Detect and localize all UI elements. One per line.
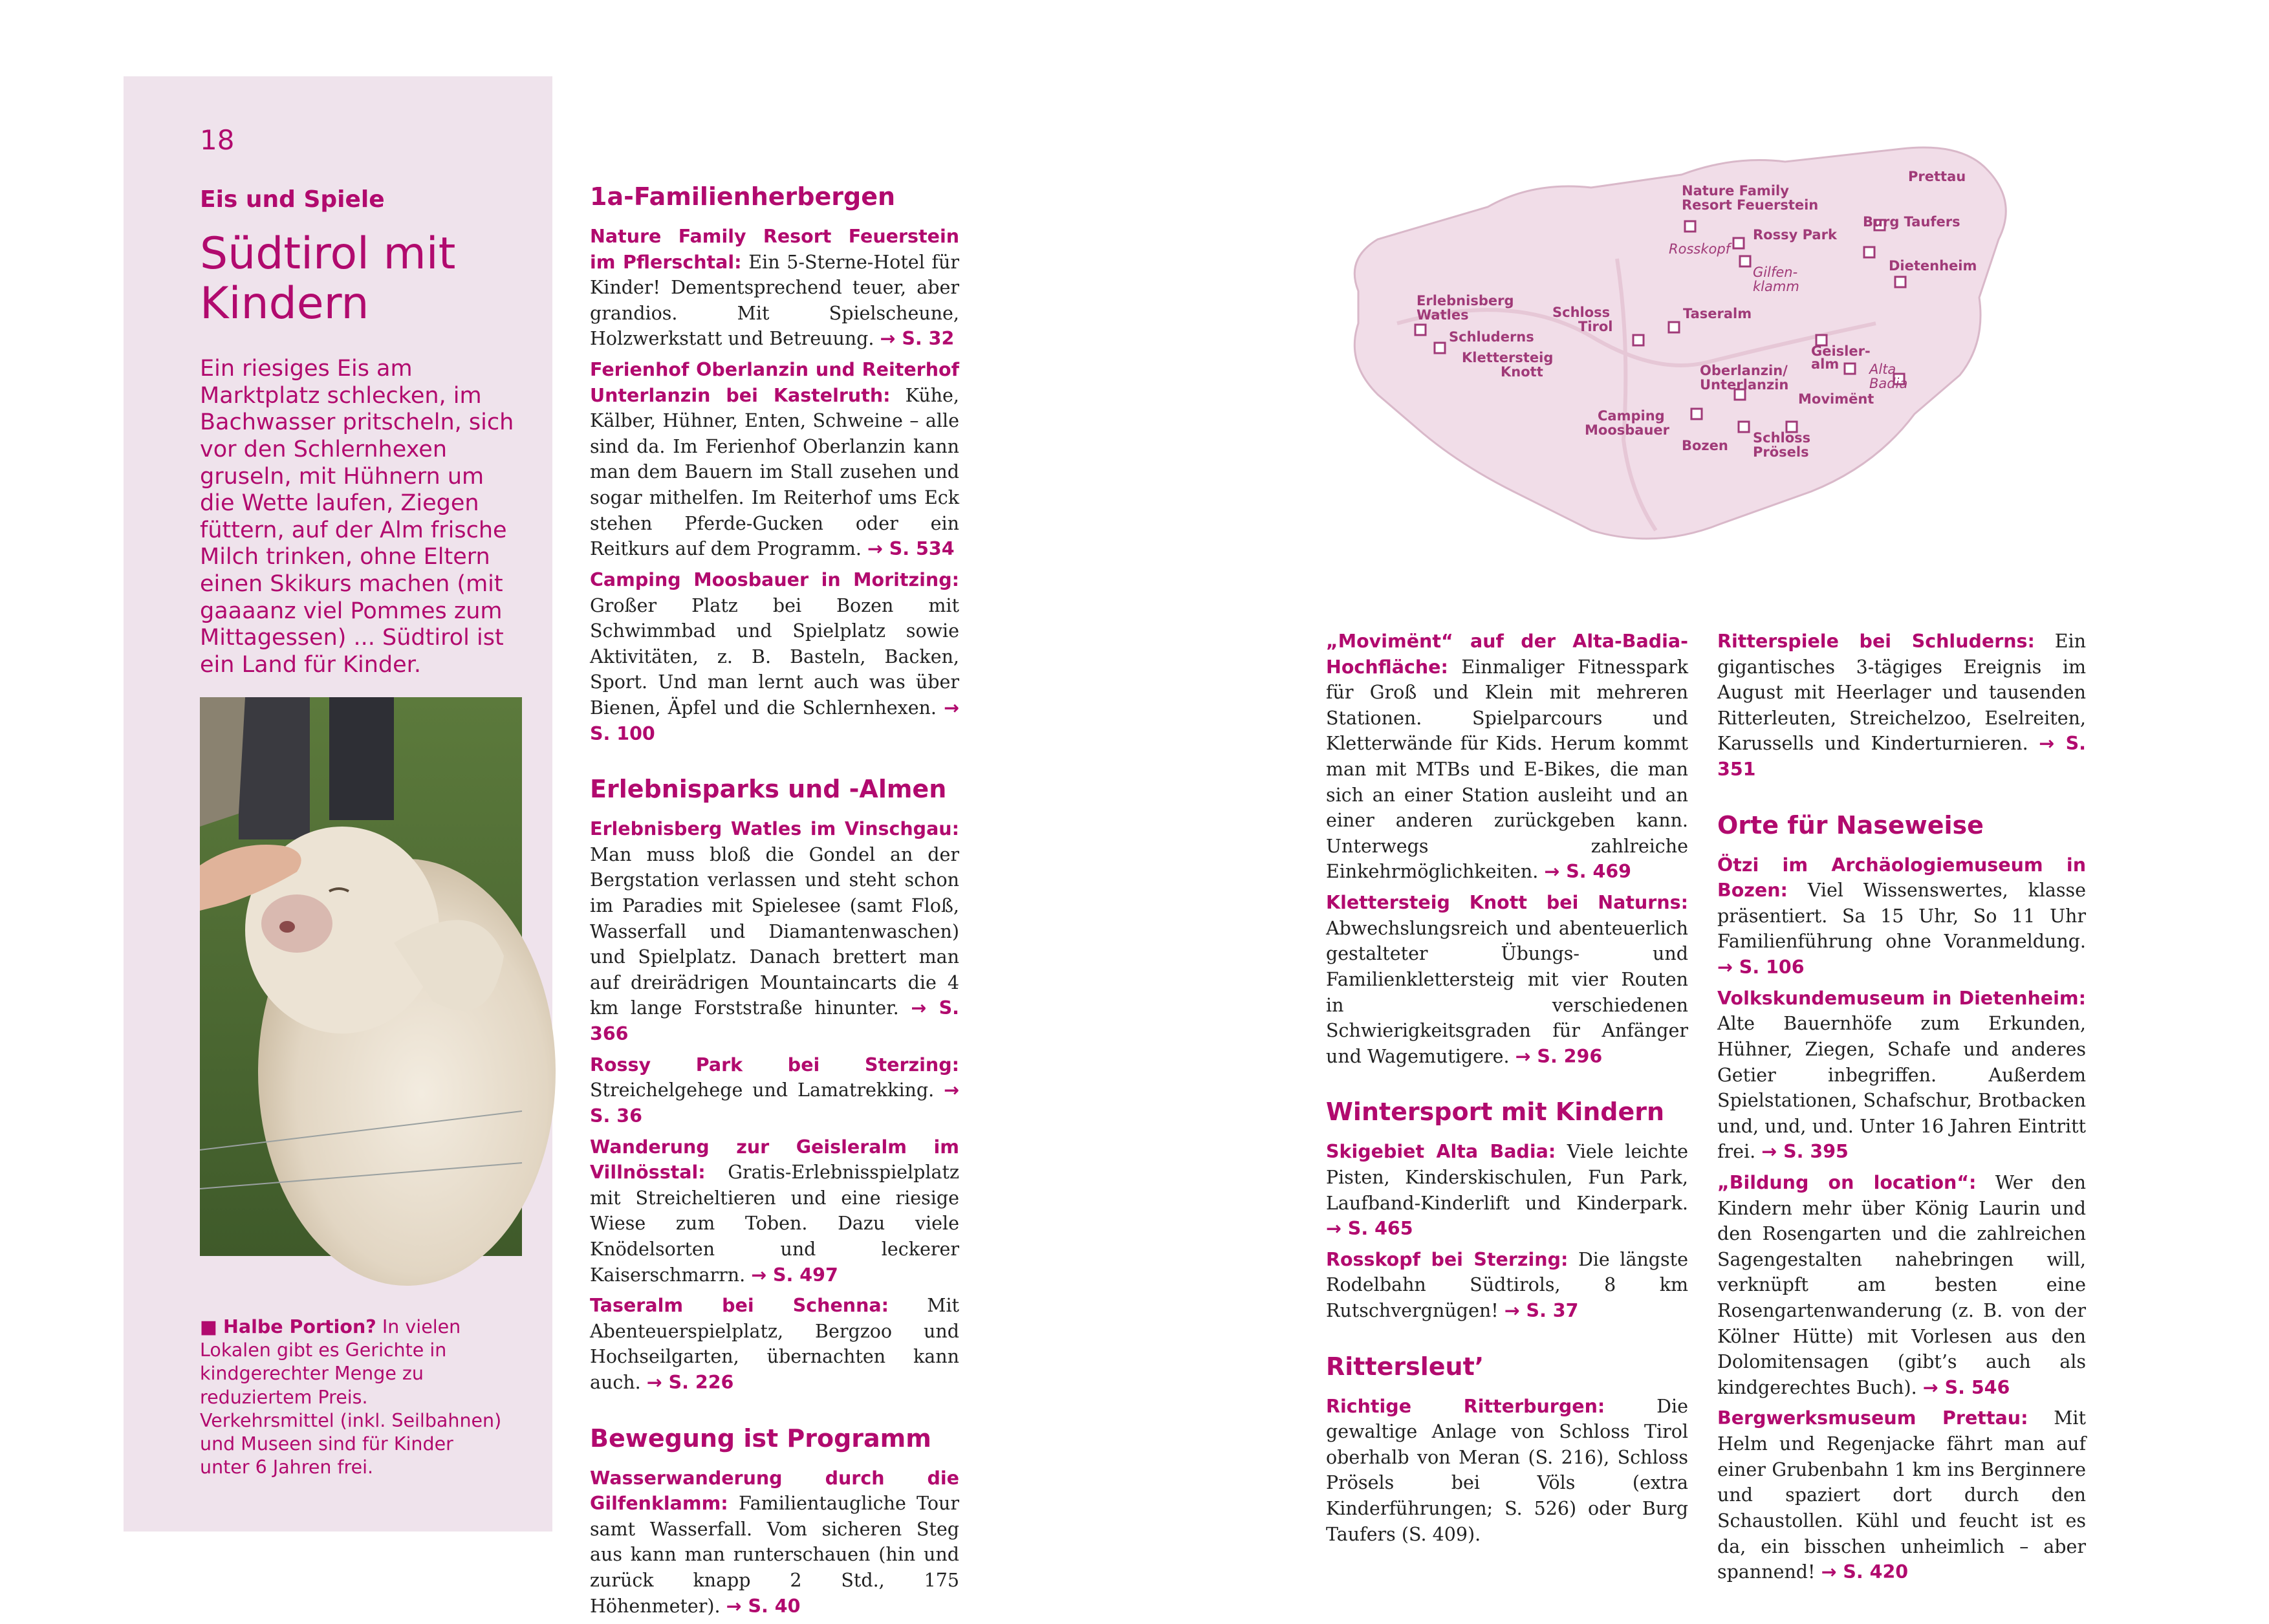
- south-tyrol-map: [1319, 129, 2031, 569]
- page-ref: → S. 296: [1515, 1045, 1603, 1067]
- entry: [1326, 1139, 1688, 1241]
- entry-text: Ein 5-Sterne-Hotel für Kinder! Dementsprechend teuer, aber grandios. Mit Spielscheune, Holzwerkstatt und Betreuung.: [590, 251, 959, 350]
- entry-text: Familientaugliche Tour samt Wasserfall. Vom sicheren Steg aus kann man runterschauen (hin und zurück knapp 2 Std., 175 Höhenmeter).: [590, 1493, 959, 1617]
- map-label: Prettau: [1908, 169, 1966, 184]
- map-label: Dietenheim: [1889, 258, 1977, 274]
- entry-name: „Movimënt“ auf der Alta-Badia-Hochfläche:: [1326, 631, 1688, 678]
- entry-name: „Bildung on location“:: [1717, 1171, 1977, 1193]
- column-2: [1326, 629, 1688, 1552]
- page-ref: → S. 395: [1761, 1141, 1849, 1163]
- page-ref: → S. 37: [1504, 1300, 1579, 1322]
- entry-name: Wanderung zur Geisleralm im Villnösstal:: [590, 1136, 959, 1184]
- map-label: Schloss: [1552, 305, 1611, 320]
- entry: [590, 1134, 959, 1288]
- entry: [1717, 852, 2086, 980]
- entry-name: Bergwerksmuseum Prettau:: [1717, 1407, 2028, 1429]
- entry-name: Ferienhof Oberlanzin und Reiterhof Unterlanzin bei Kastelruth:: [590, 359, 959, 406]
- entry-text: Großer Platz bei Bozen mit Schwimmbad und Spielplatz sowie Aktivitäten, z. B. Basteln, Backen, Sport. Und man lernt auch was über Bienen, Äpfel und die Schlernhexen.: [590, 594, 959, 719]
- entry-text: Man muss bloß die Gondel an der Bergstation verlassen und steht schon im Paradies mit Spielesee (samt Floß, Wasserfall und Diamantenwaschen) und Spielplatz. Danach brettert man auf dreirädrigen Mountaincarts die 4 km lange Forststraße hinunter.: [590, 843, 959, 1019]
- entry: [1717, 629, 2086, 783]
- entry-name: Wasserwanderung durch die Gilfenklamm:: [590, 1467, 959, 1515]
- map-label: Geisler-: [1811, 343, 1871, 359]
- intro-text: Ein riesiges Eis am Marktplatz schlecken, im Bachwasser pritscheln, sich vor den Schlernhexen gruseln, mit Hühnern um die Wette laufen, Ziegen füttern, auf der Alm frische Milch trinken, ohne Eltern einen Skikurs machen (mit gaaaanz viel Pommes zum Mittagessen) ... Südtirol ist ein Land für Kinder.: [200, 356, 514, 678]
- map-label: Prösels: [1753, 444, 1809, 460]
- map-label: Schloss: [1753, 430, 1811, 446]
- entry-text: Kühe, Kälber, Hühner, Enten, Schweine – alle sind da. Im Ferienhof Oberlanzin kann man dem Bauern im Stall zusehen und sogar mithelfen. Im Reiterhof ums Eck stehen Pferde-Gucken oder ein Reitkurs auf dem Programm.: [590, 384, 959, 560]
- entry-name: Erlebnisberg Watles im Vinschgau:: [590, 818, 959, 840]
- section-heading: Rittersleut’: [1326, 1352, 1484, 1381]
- entry-name: Camping Moosbauer in Moritzing:: [590, 568, 959, 590]
- map-label: Nature Family: [1682, 183, 1789, 199]
- section-heading: Bewegung ist Programm: [590, 1424, 931, 1453]
- map-label: Movimënt: [1798, 391, 1874, 407]
- entry-name: Rosskopf bei Sterzing:: [1326, 1248, 1569, 1270]
- map-label: Burg Taufers: [1863, 214, 1960, 230]
- entry: [590, 357, 959, 562]
- entry: [1326, 1394, 1688, 1548]
- entry-name: Taseralm bei Schenna:: [590, 1295, 889, 1317]
- entry-text: Ein gigantisches 3-tägiges Ereignis im August mit Heerlager und tausenden Ritterleuten, Streichelzoo, Eselreiten, Karussells und Kinderturnieren.: [1717, 631, 2086, 755]
- map-label: Resort Feuerstein: [1682, 197, 1819, 213]
- section-heading: Orte für Naseweise: [1717, 810, 1984, 839]
- tip-label: Halbe Portion?: [223, 1316, 376, 1337]
- entry: [590, 816, 959, 1046]
- entry-text: Viele leichte Pisten, Kinderskischulen, Fun Park, Laufband-Kinderlift und Kinderpark.: [1326, 1141, 1688, 1214]
- map-label: Badia: [1869, 376, 1908, 391]
- entry-text: Mit Helm und Regenjacke fährt man auf einer Grubenbahn 1 km ins Berginnere und spaziert dort durch den Schaustollen. Kühl und feucht ist es da, ein bisschen unheimlich – aber spannend!: [1717, 1407, 2087, 1583]
- map-label: Klettersteig: [1462, 350, 1554, 365]
- page-ref: → S. 226: [646, 1371, 734, 1393]
- entry: [1326, 1247, 1688, 1324]
- page-title: Südtirol mit Kindern: [200, 228, 456, 329]
- entry-text: Viel Wissenswertes, klasse präsentiert. Sa 15 Uhr, So 11 Uhr Familienführung ohne Voranmeldung.: [1717, 880, 2086, 953]
- entry-name: Volkskundemuseum in Dietenheim:: [1717, 987, 2086, 1009]
- map-label: Alta: [1869, 362, 1896, 377]
- map-label: Camping: [1598, 408, 1665, 424]
- map-label: alm: [1811, 356, 1840, 372]
- map-label: Knott: [1501, 364, 1543, 380]
- map-label: Rossy Park: [1753, 227, 1837, 243]
- page-ref: → S. 32: [880, 328, 955, 350]
- page-ref: → S. 420: [1821, 1561, 1909, 1583]
- page-ref: → S. 106: [1717, 957, 1805, 979]
- map-label: Erlebnisberg: [1417, 293, 1514, 309]
- entry-text: Wer den Kindern mehr über König Laurin und den Rosengarten und die zahlreichen Sagengestalten nahebringen will, verknüpft am besten eine Rosengartenwanderung (z. B. von der Kölner Hütte) mit Vorlesen aus den Dolomitensagen (gibt’s auch als kindgerechtes Buch).: [1717, 1171, 2086, 1398]
- page-ref: → S. 40: [726, 1595, 801, 1617]
- bullet-icon: ■: [200, 1316, 223, 1337]
- map-label: Watles: [1417, 307, 1469, 323]
- entry-text: Gratis-Erlebnisspielplatz mit Streicheltieren und eine riesige Wiese zum Toben. Dazu viele Knödelsorten und leckerer Kaiserschmarrn.: [590, 1162, 959, 1286]
- entry-name: Skigebiet Alta Badia:: [1326, 1141, 1556, 1163]
- map-label: Gilfen-: [1753, 265, 1798, 280]
- entry: [1717, 1170, 2086, 1400]
- entry: [1717, 1405, 2086, 1585]
- section-heading: Wintersport mit Kindern: [1326, 1098, 1665, 1127]
- column-3: [1717, 629, 2086, 1590]
- entry: [590, 1293, 959, 1395]
- entry-text: Mit Abenteuerspielplatz, Bergzoo und Hochseilgarten, übernachten kann auch.: [590, 1295, 960, 1393]
- page-ref: → S. 366: [590, 997, 959, 1045]
- page-ref: → S. 36: [590, 1079, 959, 1127]
- tip-box: [200, 1315, 507, 1479]
- section-heading: 1a-Familienherbergen: [590, 182, 896, 211]
- column-1: [590, 182, 959, 1624]
- entry-text: Alte Bauernhöfe zum Erkunden, Hühner, Ziegen, Schafe und anderes Getier inbegriffen. Außerdem Spielstationen, Schafschur, Brotbacken und, und, und. Unter 16 Jahren Eintritt frei.: [1717, 1013, 2086, 1163]
- map-label: Oberlanzin/: [1700, 363, 1788, 378]
- entry-text: Die gewaltige Anlage von Schloss Tirol oberhalb von Meran (S. 216), Schloss Prösels bei Völs (extra Kinderführungen; S. 526) oder Burg Taufers (S. 409).: [1326, 1395, 1688, 1545]
- page-ref: → S. 465: [1326, 1218, 1413, 1240]
- entry-text: Streichelgehege und Lamatrekking.: [590, 1079, 944, 1101]
- entry-name: Klettersteig Knott bei Naturns:: [1326, 892, 1688, 914]
- entry: [590, 567, 959, 746]
- map-label: Taseralm: [1683, 306, 1752, 321]
- entry-text: Abwechslungsreich und abenteuerlich gestalteter Übungs- und Familienklettersteig mit vier Routen in verschiedenen Schwierigkeitsgraden für Anfänger und Wagemutigere.: [1326, 917, 1688, 1067]
- map-label: Moosbauer: [1585, 422, 1670, 438]
- page-ref: → S. 497: [751, 1264, 838, 1286]
- entry: [1717, 986, 2086, 1165]
- map-label: Tirol: [1578, 319, 1613, 334]
- map-label: klamm: [1753, 279, 1799, 294]
- entry-text: Die längste Rodelbahn Südtirols, 8 km Rutschvergnügen!: [1326, 1248, 1688, 1322]
- entry-name: Ritterspiele bei Schluderns:: [1717, 631, 2035, 652]
- entry: [590, 1466, 959, 1619]
- page-ref: → S. 546: [1922, 1376, 2010, 1398]
- entry: [1326, 890, 1688, 1069]
- kicker: Eis und Spiele: [200, 186, 385, 213]
- page-ref: → S. 469: [1544, 861, 1631, 883]
- map-label: Rosskopf: [1669, 241, 1731, 257]
- entry: [1326, 629, 1688, 885]
- map-label: Schluderns: [1449, 329, 1534, 345]
- map-label: Bozen: [1682, 438, 1728, 453]
- entry-name: Richtige Ritterburgen:: [1326, 1395, 1605, 1417]
- page-ref: → S. 351: [1717, 733, 2086, 781]
- page-number: 18: [200, 124, 235, 156]
- entry: [590, 1052, 959, 1129]
- entry-name: Ötzi im Archäologiemuseum in Bozen:: [1717, 854, 2086, 902]
- entry-name: Nature Family Resort Feuerstein im Pflerschtal:: [590, 226, 959, 273]
- entry-name: Rossy Park bei Sterzing:: [590, 1054, 959, 1076]
- page-ref: → S. 100: [590, 697, 959, 744]
- sheep-photo: [200, 697, 522, 1256]
- entry-text: Einmaliger Fitnesspark für Groß und Klein mit mehreren Stationen. Spielparcours und Kletterwände für Kids. Herum kommt man mit MTBs und E-Bikes, die man sich an einer Station ausleiht und an einer anderen zurückgeben kann. Unterwegs zahlreiche Einkehrmöglichkeiten.: [1326, 656, 1688, 883]
- section-heading: Erlebnisparks und -Almen: [590, 775, 947, 804]
- tip-text: In vielen Lokalen gibt es Gerichte in kindgerechter Menge zu reduziertem Preis. Verkehrsmittel (inkl. Seilbahnen) und Museen sind für Kinder unter 6 Jahren frei.: [200, 1316, 502, 1478]
- entry: [590, 224, 959, 352]
- map-label: Unterlanzin: [1700, 377, 1789, 393]
- page-ref: → S. 534: [867, 538, 955, 560]
